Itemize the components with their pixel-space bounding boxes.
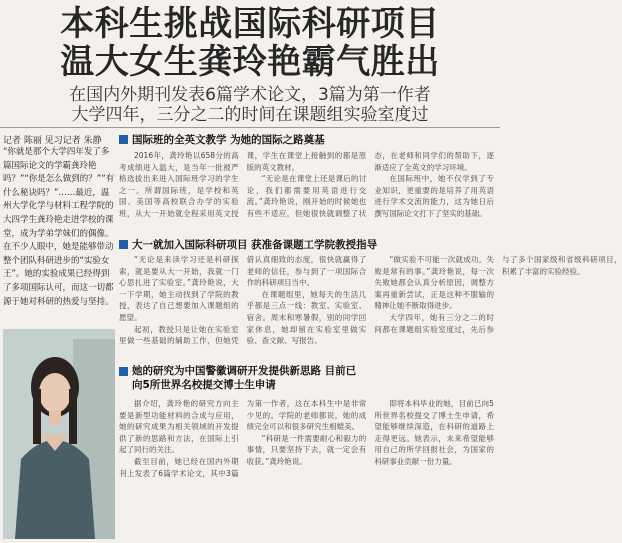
headline-line-2: 温大女生龚玲艳霸气胜出 (60, 42, 440, 82)
section-2-heading (119, 237, 377, 252)
section-1-heading (119, 132, 325, 147)
section-1-body (119, 150, 494, 232)
section-2-paragraph: 在课题组里，她每天的生活几乎都是三点一线：教室、实验室、宿舍。周末和寒暑假，别的同学回家休息，她却留在实验室里做实验、查文献、写报告。 (246, 289, 367, 346)
portrait-photo (3, 329, 115, 539)
section-1-paragraph: 在国际班中，她不仅学到了专业知识，更重要的是培养了用英语进行学术交流的能力，这为她日后撰写国际论文打下了坚实的基础。 (374, 174, 494, 218)
section-3-heading (119, 364, 362, 392)
section-2-paragraph: 大学四年，她有三分之二的时间都在课题组实验室度过，先后参与了多个国家级和省级科研项目，积累了丰富的实验经验。 (374, 255, 622, 334)
lead-paragraph: “你就是那个大学四年发了多篇国际论文的学霸龚玲艳吗？”“你是怎么做到的？”“有什么秘诀吗？”……最近，温州大学化学与材料工程学院的大四学生龚玲艳走进学校的课堂，成为学弟学妹们的偶像。在不少人眼中，她是能够带动整个团队科研进步的“实验女王”。她的实验成果已经得到了多项国际认可，而这一切都源于她对科研的热爱与坚持。 (3, 147, 115, 307)
section-1-paragraph: “无论是在课堂上还是课后的讨论，我们都需要用英语进行交流。”龚玲艳说，刚开始的时候她也有些不适应，但她很快就调整了状态，在老师和同学们的帮助下，逐渐适应了全英文的学习环境。 (246, 151, 494, 218)
section-marker-icon (119, 367, 128, 376)
section-3-body (119, 398, 494, 536)
section-2-title: 大一就加入国际科研项目 获准备课题工学院教授指导 (132, 239, 378, 251)
subheadline-line-1: 在国内外期刊发表6篇学术论文，3篇为第一作者 (69, 85, 431, 105)
subheadline-line-2: 大学四年，三分之二的时间在课题组实验室度过 (71, 105, 429, 125)
section-3-paragraph: 即将本科毕业的她，目前已向5所世界名校提交了博士生申请，希望能够继续深造，在科研的道路上走得更远。她表示，未来希望能够用自己的所学回报社会，为国家的科研事业贡献一份力量。 (374, 399, 494, 466)
section-3-paragraph: 据介绍，龚玲艳的研究方向主要是新型功能材料的合成与应用，她的研究成果为相关领域的开发提供了新的思路和方法，在国际上引起了同行的关注。 (119, 399, 239, 455)
section-1-paragraph: 2016年，龚玲艳以658分的高考成绩进入温大，是当年一批被严格选拔出来进入国际班学习的学生之一。所谓国际班，是学校和英国、美国等高校联合办学的实验班，从大一开始就全程采用英文授课，学生在课堂上接触到的都是原版的英文教材。 (119, 151, 367, 218)
byline: 记者 陈丽 见习记者 朱静 (3, 136, 102, 146)
portrait-illustration (3, 329, 115, 539)
section-marker-icon (119, 240, 128, 249)
section-3-paragraph: “科研是一件需要耐心和毅力的事情，只要坚持下去，就一定会有收获。”龚玲艳说。 (246, 433, 367, 466)
section-2-paragraph: “无论是来读学习还是科研探索，就是要从大一开始，我就一门心思扎进了实验室。”龚玲艳说，大一下学期，她主动找到了学院的教授，表达了自己想要加入课题组的愿望。 (119, 255, 239, 322)
section-marker-icon (119, 135, 128, 144)
section-1-title: 国际班的全英文教学 为她的国际之路奠基 (132, 134, 325, 146)
section-2-paragraph: 起初，教授只是让她在实验室里做一些基础的辅助工作，但她凭借认真细致的态度，很快就赢得了老师的信任，参与到了一项国际合作的科研项目当中。 (119, 255, 367, 346)
section-3-paragraph: 截至目前，她已经在国内外期刊上发表了6篇学术论文，其中3篇为第一作者，这在本科生中是非常少见的。学院的老师都说，她的成绩完全可以和很多研究生相媲美。 (119, 399, 367, 478)
section-2-body (119, 254, 622, 358)
headline-line-1: 本科生挑战国际科研项目 (60, 4, 440, 44)
section-2-paragraph: “做实验不可能一次就成功，失败是常有的事。”龚玲艳说，每一次失败她都会认真分析原因，调整方案再重新尝试，正是这种不服输的精神让她不断取得进步。 (374, 255, 494, 311)
section-3-title: 她的研究为中国警徽调研开发提供新思路 目前已向5所世界名校提交博士生申请 (132, 365, 357, 391)
headline-divider (0, 127, 500, 128)
